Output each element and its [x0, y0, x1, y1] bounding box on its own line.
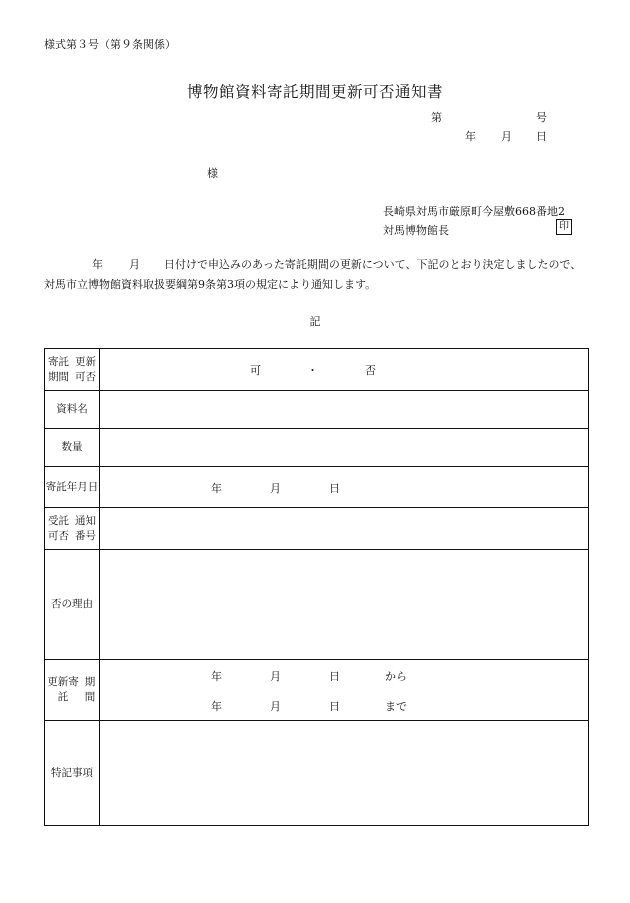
- period-to: まで: [385, 700, 407, 713]
- renewal-period-label: 更新寄託 期間: [45, 660, 100, 720]
- deposit-date-row: [45, 467, 588, 508]
- approve-option[interactable]: 可: [250, 364, 261, 377]
- rejection-reason-label: 否の 理由: [45, 550, 100, 659]
- issue-date-month: 月: [501, 130, 512, 143]
- period-start-year: 年: [211, 670, 222, 683]
- period-end-day: 日: [329, 700, 340, 713]
- rejection-reason-field[interactable]: [100, 550, 588, 659]
- issue-date-year: 年: [465, 130, 476, 143]
- renewal-approval-label: 寄託期間 更新可否: [45, 349, 100, 390]
- material-name-field[interactable]: [100, 391, 588, 428]
- notice-table: [44, 348, 589, 826]
- period-end-year: 年: [211, 700, 222, 713]
- deposit-day: 日: [329, 482, 340, 495]
- rejection-reason-row: [45, 550, 588, 660]
- renewal-period-field[interactable]: [100, 660, 588, 720]
- deposit-year: 年: [211, 482, 222, 495]
- sender-name: 対馬博物館長: [383, 224, 449, 237]
- period-from: から: [385, 670, 407, 683]
- deposit-month: 月: [270, 482, 281, 495]
- quantity-label: 数量: [45, 429, 100, 466]
- body-text: 日付けで申込みのあった寄託期間の更新について、下記のとおり決定しましたので、対馬市立博物館資料取扱要綱第9条第3項の規定により通知します。: [44, 258, 582, 291]
- deposit-date-field[interactable]: [100, 467, 588, 507]
- addressee-honorific: 様: [207, 167, 218, 180]
- period-end-month: 月: [270, 700, 281, 713]
- quantity-field[interactable]: [100, 429, 588, 466]
- form-number: 様式第３号（第９条関係）: [44, 38, 176, 51]
- option-separator: ・: [307, 364, 318, 377]
- body-month: 月: [129, 258, 140, 271]
- notice-number-row: [45, 508, 588, 550]
- material-name-row: [45, 391, 588, 429]
- ki-heading: 記: [309, 315, 321, 328]
- quantity-row: [45, 429, 588, 467]
- document-number-suffix: 号: [536, 111, 547, 124]
- period-start-month: 月: [270, 670, 281, 683]
- notice-body: [44, 255, 589, 295]
- remarks-row: [45, 721, 588, 825]
- issue-date-day: 日: [536, 130, 547, 143]
- renewal-approval-cell[interactable]: [100, 349, 588, 390]
- material-name-label: 資料名: [45, 391, 100, 428]
- period-start-day: 日: [329, 670, 340, 683]
- body-year: 年: [92, 258, 103, 271]
- seal-stamp-box: 印: [556, 219, 572, 235]
- sender-address: 長崎県対馬市厳原町今屋敷668番地2: [383, 205, 565, 218]
- reject-option[interactable]: 否: [365, 364, 376, 377]
- renewal-approval-row: [45, 349, 588, 391]
- notice-number-field[interactable]: [100, 508, 588, 549]
- document-title: 博物館資料寄託期間更新可否通知書: [186, 83, 443, 101]
- renewal-period-row: [45, 660, 588, 721]
- document-number-prefix: 第: [431, 111, 442, 124]
- notice-number-label: 受託可否 通知番号: [45, 508, 100, 549]
- remarks-label: 特記 事項: [45, 721, 100, 825]
- deposit-date-label: 寄託 年月日: [45, 467, 100, 507]
- remarks-field[interactable]: [100, 721, 588, 825]
